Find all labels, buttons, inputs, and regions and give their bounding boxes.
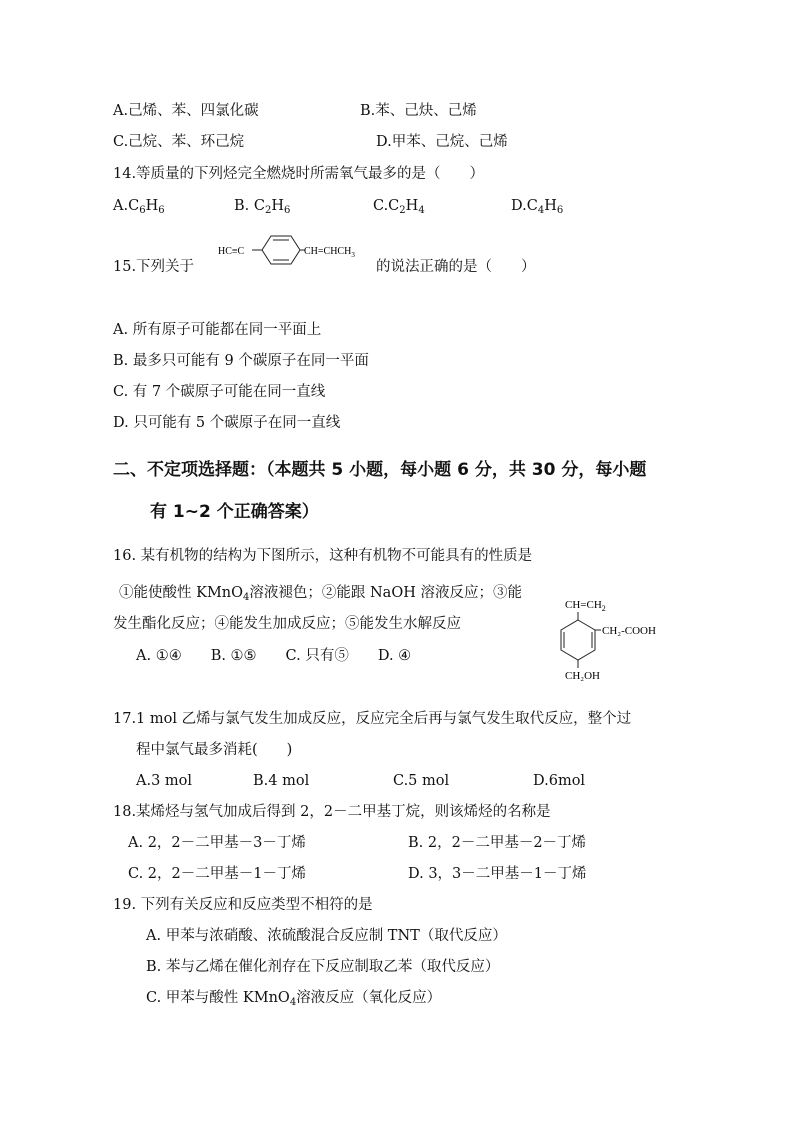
q13-option-b: B.苯、己炔、己烯 [360, 103, 477, 119]
q14-option-c: $C.C_2H_4$ [373, 198, 425, 216]
q19-option-a: A. 甲苯与浓硝酸、浓硫酸混合反应制 TNT（取代反应） [146, 928, 507, 944]
q16-molecule-structure [535, 590, 675, 686]
q17-option-c: C.5 mol [393, 773, 450, 789]
q15-stem-prefix: 15.下列关于 [113, 259, 195, 275]
q15-stem-suffix: 的说法正确的是（ ） [376, 259, 536, 275]
q16-mol-top-label: $CH=CH_2$ [565, 599, 606, 613]
q15-mol-left-label: HC≡C [218, 246, 245, 257]
q19-stem: 19. 下列有关反应和反应类型不相符的是 [113, 897, 373, 913]
q19-option-b: B. 苯与乙烯在催化剂存在下反应制取乙苯（取代反应） [146, 959, 500, 975]
q17-option-a: A.3 mol [136, 773, 193, 789]
q16-benzene-ring [561, 620, 595, 660]
q15-option-a: A. 所有原子可能都在同一平面上 [113, 322, 322, 338]
q15-option-b: B. 最多只可能有 9 个碳原子在同一平面 [113, 353, 369, 369]
section-2-heading-line2: 有 1~2 个正确答案） [150, 502, 319, 522]
q18-option-d: D. 3，3－二甲基－1－丁烯 [408, 866, 587, 882]
q17-stem-line1: 17.1 mol 乙烯与氯气发生加成反应，反应完全后再与氯气发生取代反应，整个过 [113, 711, 632, 727]
q16-property-line1: ①能使酸性 KMnO$_4$溶液褪色；②能跟 NaOH 溶液反应；③能 [119, 585, 522, 603]
q14-option-a: $A.C_6H_6$ [113, 198, 165, 216]
q16-mol-right-label: CH₂-COOH [602, 625, 656, 637]
q16-options: A. ①④ B. ①⑤ C. 只有⑤ D. ④ [136, 648, 412, 664]
q14-option-d: $D.C_4H_6$ [511, 198, 564, 216]
q18-option-c: C. 2，2－二甲基－1－丁烯 [128, 866, 306, 882]
q17-option-b: B.4 mol [253, 773, 310, 789]
q19-option-c: C. 甲苯与酸性 KMnO$_4$溶液反应（氧化反应） [146, 990, 442, 1008]
q18-option-a: A. 2，2－二甲基－3－丁烯 [128, 835, 306, 851]
q16-mol-bottom-label: CH₂OH [565, 670, 601, 682]
q13-option-c: C.己烷、苯、环己烷 [113, 134, 245, 150]
q18-stem: 18.某烯烃与氢气加成后得到 2，2－二甲基丁烷，则该烯烃的名称是 [113, 804, 551, 820]
q17-option-d: D.6mol [533, 773, 586, 789]
q15-option-d: D. 只可能有 5 个碳原子在同一直线 [113, 415, 341, 431]
section-2-heading-line1: 二、不定项选择题：（本题共 5 小题，每小题 6 分，共 30 分，每小题 [113, 460, 647, 480]
q16-property-line2: 发生酯化反应；④能发生加成反应；⑤能发生水解反应 [113, 616, 461, 632]
q15-molecule-structure [214, 228, 374, 268]
q15-mol-right-label: $CH=CHCH_3$ [304, 246, 355, 259]
q13-option-d: D.甲苯、己烷、己烯 [376, 134, 508, 150]
q15-option-c: C. 有 7 个碳原子可能在同一直线 [113, 384, 326, 400]
q18-option-b: B. 2，2－二甲基－2－丁烯 [408, 835, 587, 851]
q13-option-a: A.己烯、苯、四氯化碳 [113, 103, 259, 119]
q17-stem-line2: 程中氯气最多消耗( ) [136, 742, 293, 758]
q16-stem: 16. 某有机物的结构为下图所示，这种有机物不可能具有的性质是 [113, 548, 533, 564]
q14-option-b: B. $C_2H_6$ [234, 198, 291, 216]
q14-stem: 14.等质量的下列烃完全燃烧时所需氧气最多的是（ ） [113, 166, 485, 182]
